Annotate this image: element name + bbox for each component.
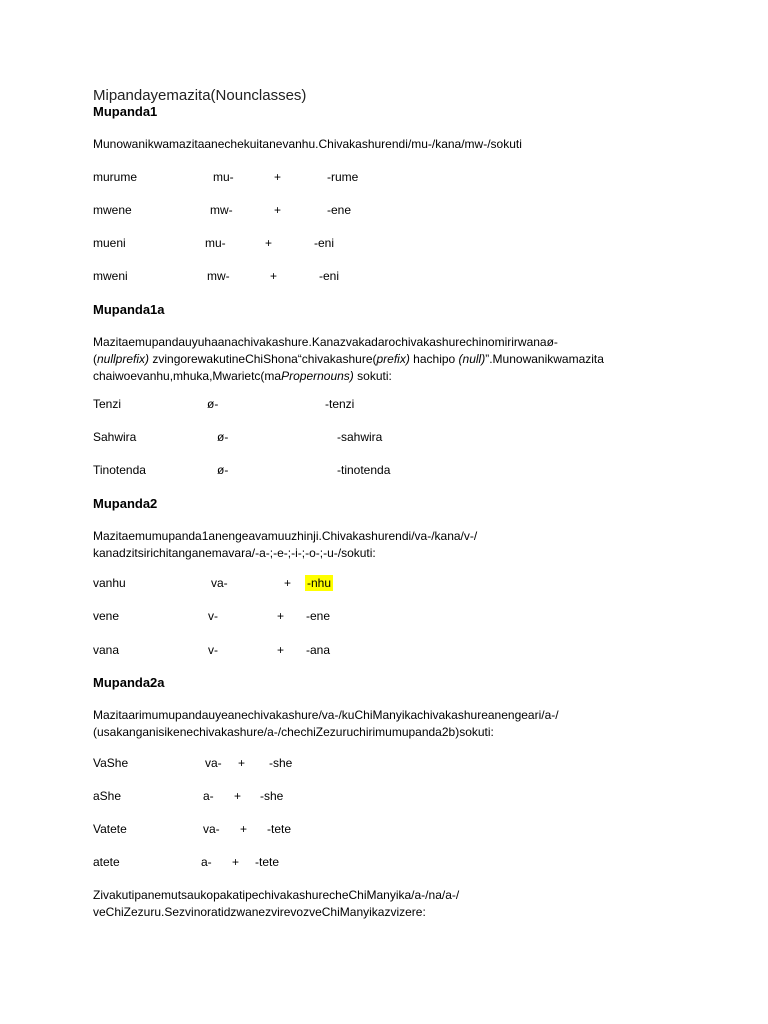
- noun-stem: -ene: [306, 609, 331, 623]
- intro-line: (nullprefix) zvingorewakutineChiShona“chivakashure(prefix) hachipo (null)”.Munowanikwamazita: [93, 352, 604, 366]
- noun-prefix: va-: [205, 756, 222, 770]
- noun-prefix: a-: [203, 789, 214, 803]
- noun-stem: -tete: [255, 855, 280, 869]
- noun-prefix: v-: [208, 609, 218, 623]
- plus-sign: +: [277, 643, 285, 657]
- noun-word: murume: [93, 170, 138, 184]
- noun-word: VaShe: [93, 756, 129, 770]
- section-heading-mupanda1a: Mupanda1a: [93, 302, 165, 317]
- noun-word: vana: [93, 643, 120, 657]
- intro-line: Mazitaemupandauyuhaanachivakashure.Kanazvakadarochivakashurechinomirirwanaø-: [93, 335, 558, 349]
- noun-prefix: va-: [211, 576, 228, 590]
- noun-word: Vatete: [93, 822, 127, 836]
- plus-sign: +: [274, 203, 282, 217]
- closing-paragraph: [93, 887, 459, 921]
- noun-prefix: ø-: [217, 430, 229, 444]
- noun-prefix: mu-: [213, 170, 234, 184]
- section-heading-mupanda1: Mupanda1: [93, 104, 158, 119]
- intro-line: kanadzitsirichitanganemavara/-a-;-e-;-i-;-o-;-u-/sokuti:: [93, 546, 376, 560]
- plus-sign: +: [234, 789, 242, 803]
- noun-stem: -eni: [314, 236, 335, 250]
- noun-stem: -tinotenda: [337, 463, 391, 477]
- noun-word: aShe: [93, 789, 122, 803]
- noun-prefix: ø-: [217, 463, 229, 477]
- noun-prefix: v-: [208, 643, 218, 657]
- intro-line: Mazitaarimumupandauyeanechivakashure/va-/kuChiManyikachivakashureanengeari/a-/: [93, 708, 559, 722]
- noun-word: vanhu: [93, 576, 126, 590]
- section-intro-mupanda2a: [93, 707, 559, 741]
- section-intro-mupanda2: [93, 528, 477, 562]
- noun-word: Sahwira: [93, 430, 137, 444]
- intro-line: Mazitaemumupanda1anengeavamuuzhinji.Chivakashurendi/va-/kana/v-/: [93, 529, 478, 543]
- plus-sign: +: [270, 269, 278, 283]
- noun-word: mueni: [93, 236, 126, 250]
- noun-word: mwene: [93, 203, 132, 217]
- section-intro-mupanda1a: [93, 334, 604, 385]
- highlighted-stem: -nhu: [307, 576, 332, 590]
- noun-prefix: va-: [203, 822, 220, 836]
- plus-sign: +: [277, 609, 285, 623]
- noun-stem: -she: [260, 789, 284, 803]
- noun-word: vene: [93, 609, 120, 623]
- noun-prefix: mu-: [205, 236, 226, 250]
- plus-sign: +: [238, 756, 246, 770]
- noun-word: atete: [93, 855, 120, 869]
- section-heading-mupanda2a: Mupanda2a: [93, 675, 165, 690]
- noun-prefix: mw-: [210, 203, 233, 217]
- noun-stem: -ana: [306, 643, 331, 657]
- noun-word: Tenzi: [93, 397, 122, 411]
- noun-prefix: ø-: [207, 397, 219, 411]
- noun-prefix: a-: [201, 855, 212, 869]
- page-title: Mipandayemazita(Nounclasses): [93, 87, 307, 104]
- noun-word: Tinotenda: [93, 463, 146, 477]
- closing-line: ZivakutipanemutsaukopakatipechivakashurecheChiManyika/a-/na/a-/: [93, 888, 460, 902]
- noun-stem: -sahwira: [337, 430, 383, 444]
- closing-line: veChiZezuru.SezvinoratidzwanezvirevozveChiManyikazvizere:: [93, 905, 426, 919]
- noun-prefix: mw-: [207, 269, 230, 283]
- plus-sign: +: [232, 855, 240, 869]
- noun-stem: -tenzi: [325, 397, 355, 411]
- section-heading-mupanda2: Mupanda2: [93, 496, 158, 511]
- noun-stem: -eni: [319, 269, 340, 283]
- intro-line: (usakanganisikenechivakashure/a-/chechiZezuruchirimumupanda2b)sokuti:: [93, 725, 494, 739]
- plus-sign: +: [265, 236, 273, 250]
- noun-stem: -tete: [267, 822, 292, 836]
- noun-word: mweni: [93, 269, 128, 283]
- intro-line: chaiwoevanhu,mhuka,Mwarietc(maPropernouns) sokuti:: [93, 369, 392, 383]
- noun-stem: -she: [269, 756, 293, 770]
- noun-stem: -ene: [327, 203, 352, 217]
- plus-sign: +: [274, 170, 282, 184]
- plus-sign: +: [284, 576, 292, 590]
- plus-sign: +: [240, 822, 248, 836]
- section-intro-mupanda1: Munowanikwamazitaanechekuitanevanhu.Chivakashurendi/mu-/kana/mw-/sokuti: [93, 137, 522, 151]
- noun-stem: -rume: [327, 170, 359, 184]
